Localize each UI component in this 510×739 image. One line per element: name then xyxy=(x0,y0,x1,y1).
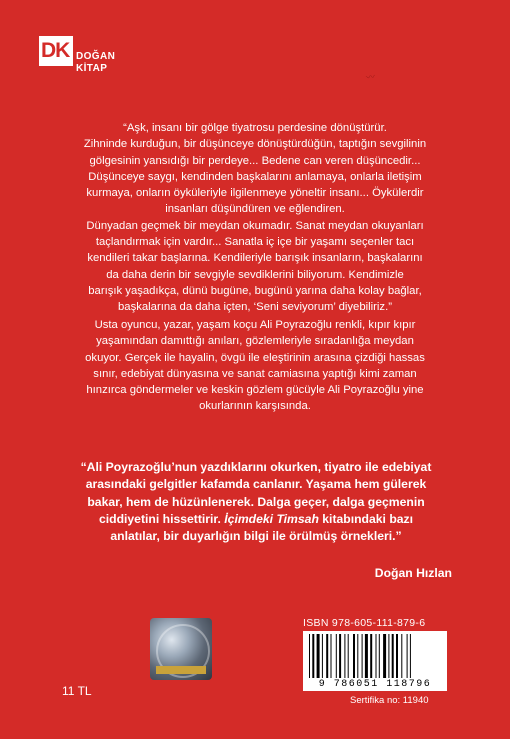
barcode-bar xyxy=(331,634,332,678)
isbn-label: ISBN 978-605-111-879-6 xyxy=(303,617,426,629)
review-author: Doğan Hızlan xyxy=(374,566,452,580)
quote-line: barışık yaşadıkça, dünü bugüne, bugünü yarına daha kolay bağlar, xyxy=(88,284,422,297)
barcode-bar xyxy=(362,634,363,678)
quote-line: insanları düşündüren ve eğlendiren. xyxy=(165,203,345,216)
barcode-bar xyxy=(322,634,323,678)
barcode-bar xyxy=(379,634,380,678)
quote-line: “Aşk, insanı bir gölge tiyatrosu perdesine dönüştürür. xyxy=(123,122,387,134)
barcode-bar xyxy=(383,634,386,678)
review-line: anlatılar, bir duyarlığın bilgi ile örülmüş örnekleri.” xyxy=(110,529,402,544)
description-line: sınır, edebiyat dünyasına ve sanat camiasına yaptığı kimi zaman xyxy=(93,367,417,380)
review-line: kitabındaki bazı xyxy=(318,511,414,526)
quote-line: Dünyadan geçmek bir meydan okumadır. Sanat meydan okuyanları xyxy=(86,219,424,232)
logo-mark: DK xyxy=(39,36,73,66)
review-line: ciddiyetini hissettirir. xyxy=(98,511,221,526)
barcode-bar xyxy=(392,634,394,678)
barcode-bars xyxy=(303,631,447,679)
quote-line: kendileri takar başlarına. Kendileriyle barışık insanların, başkalarını xyxy=(87,252,423,265)
description-line: yaşamından damıttığı anıları, gözlemleriyle sıradanlığa meydan xyxy=(96,335,414,348)
description-line: hınzırca göndermeler ve keskin gözlem gücüyle Ali Poyrazoğlu yine xyxy=(86,384,424,397)
barcode-bar xyxy=(365,634,368,678)
review-line: bakar, hem de hüzünlenerek. Dalga geçer, dalga geçmenin xyxy=(87,494,425,509)
barcode-bar xyxy=(317,634,320,678)
barcode-bar xyxy=(348,634,349,678)
description-line: okuyor. Gerçek ile hayalin, övgü ile eleştirinin arasına çizdiği hassas xyxy=(85,351,425,364)
hologram-strip xyxy=(156,666,206,674)
barcode-bar xyxy=(336,634,337,678)
barcode-bar xyxy=(339,634,341,678)
barcode-bar xyxy=(326,634,328,678)
description-line: Usta oyuncu, yazar, yaşam koçu Ali Poyrazoğlu renkli, kıpır kıpır xyxy=(94,319,416,331)
barcode-bar xyxy=(401,634,402,678)
certificate-number: Sertifika no: 11940 xyxy=(350,695,429,706)
book-title: İçimdeki Timsah xyxy=(224,511,319,526)
quote-line: gölgesinin yansıdığı bir perdeye... Bedene can veren düşüncedir... xyxy=(89,154,421,167)
book-description xyxy=(62,317,448,415)
quote-line: Düşünceye saygı, kendinden başkalarını anlamaya, onlarla iletişim xyxy=(88,170,422,183)
review-quote xyxy=(60,459,452,545)
barcode-bar xyxy=(388,634,389,678)
price-label: 11 TL xyxy=(62,684,92,698)
barcode-bar xyxy=(312,634,314,678)
barcode-bar xyxy=(370,634,372,678)
logo-line-kitap: KİTAP xyxy=(76,63,108,74)
hologram-sticker xyxy=(150,618,212,680)
author-quote xyxy=(62,120,448,316)
barcode-bar xyxy=(410,634,411,678)
barcode-bar xyxy=(376,634,377,678)
barcode-bar xyxy=(407,634,408,678)
review-line: “Ali Poyrazoğlu’nun yazdıklarını okurken, tiyatro ile edebiyat xyxy=(80,460,432,474)
quote-line: taçlandırmak için vardır... Sanatla iç içe bir yaşamı seçenler tacı xyxy=(95,236,415,249)
quote-line: başkalarına da daha içten, ‘Seni seviyorum’ diyebiliriz.” xyxy=(118,301,392,314)
quote-line: kurmaya, onların öyküleriyle ilgilenmeye yöneltir insanı... Öykülerdir xyxy=(86,187,424,200)
description-line: okurlarının karşısında. xyxy=(199,400,311,413)
pencil-mark: 〰 xyxy=(365,71,376,83)
barcode xyxy=(303,631,447,691)
quote-line: da daha derin bir sevgiyle sevdiklerini biliyorum. Kendimizle xyxy=(106,268,404,281)
logo-line-dogan: DOĞAN xyxy=(76,51,116,62)
review-line: arasındaki gelgitler kafamda canlanır. Yaşama hem gülerek xyxy=(85,477,427,492)
quote-line: Zihninde kurduğun, bir düşünceye dönüştürdüğün, taptığın sevgilinin xyxy=(83,138,427,151)
barcode-digits: 9 786051 118796 xyxy=(303,679,447,690)
barcode-bar xyxy=(357,634,358,678)
barcode-bar xyxy=(353,634,355,678)
barcode-bar xyxy=(344,634,345,678)
barcode-bar xyxy=(396,634,398,678)
barcode-bar xyxy=(309,634,310,678)
